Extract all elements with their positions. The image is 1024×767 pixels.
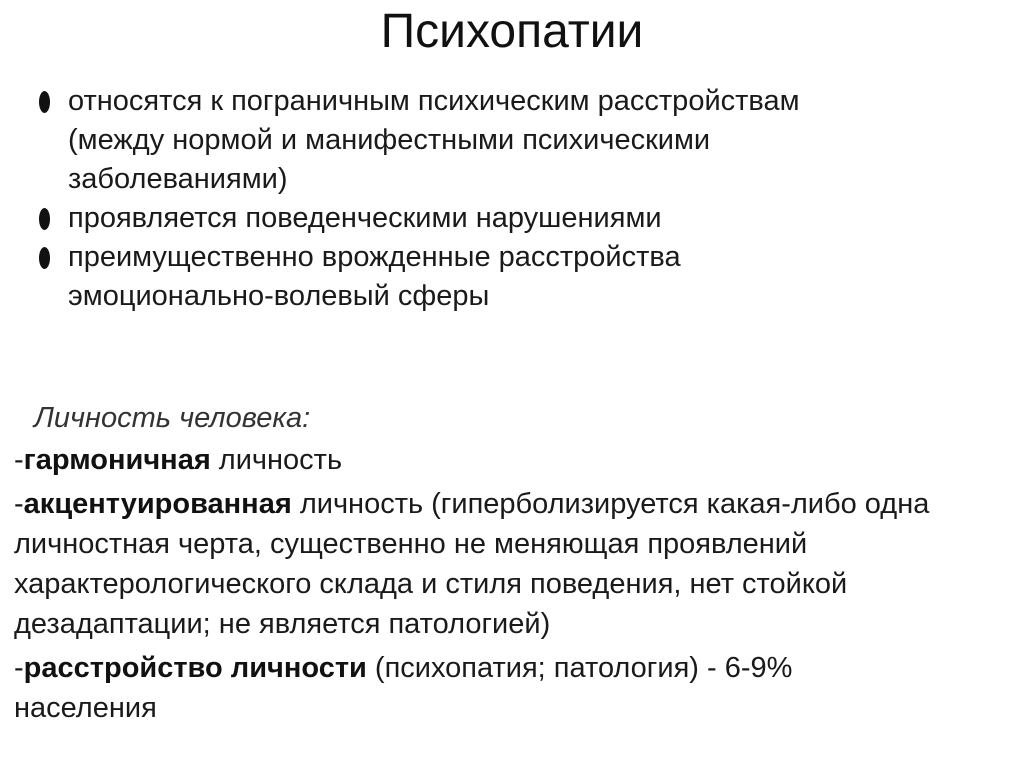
- type-term: расстройство личности: [23, 652, 367, 684]
- bullet-text: относятся к пограничным психическим расстройствам (между нормой и манифестными психическими заболеваниями): [68, 85, 800, 195]
- personality-types: [14, 440, 1004, 728]
- type-prefix: -: [14, 652, 24, 684]
- bullet-dot-icon: [39, 91, 50, 113]
- type-prefix: -: [14, 444, 24, 476]
- type-prefix: -: [14, 488, 24, 520]
- personality-type-item: [14, 484, 959, 644]
- slide-title: Психопатии: [380, 5, 644, 58]
- type-term: гармоничная: [23, 444, 211, 476]
- bullet-item: [30, 199, 990, 238]
- type-term: акцентуированная: [23, 488, 292, 520]
- bullet-text: преимущественно врожденные расстройства эмоционально-волевый сферы: [68, 241, 681, 312]
- type-description: личность: [210, 444, 343, 476]
- personality-heading: Личность человека:: [34, 402, 311, 434]
- bullet-list: [30, 82, 990, 316]
- type-description: личность (гиперболизируется какая-либо одна личностная черта, существенно не меняющая проявлений характерологического склада и стиля поведения, нет стойкой дезадаптации; не является патологией): [14, 488, 930, 640]
- bullet-dot-icon: [39, 247, 50, 269]
- bullet-item: [30, 82, 990, 199]
- personality-type-item: [14, 648, 934, 728]
- type-description: (психопатия; патология) - 6-9% населения: [14, 652, 793, 724]
- bullet-dot-icon: [39, 208, 50, 230]
- personality-type-item: [14, 440, 1004, 480]
- bullet-item: [30, 238, 990, 316]
- bullet-text: проявляется поведенческими нарушениями: [68, 202, 662, 234]
